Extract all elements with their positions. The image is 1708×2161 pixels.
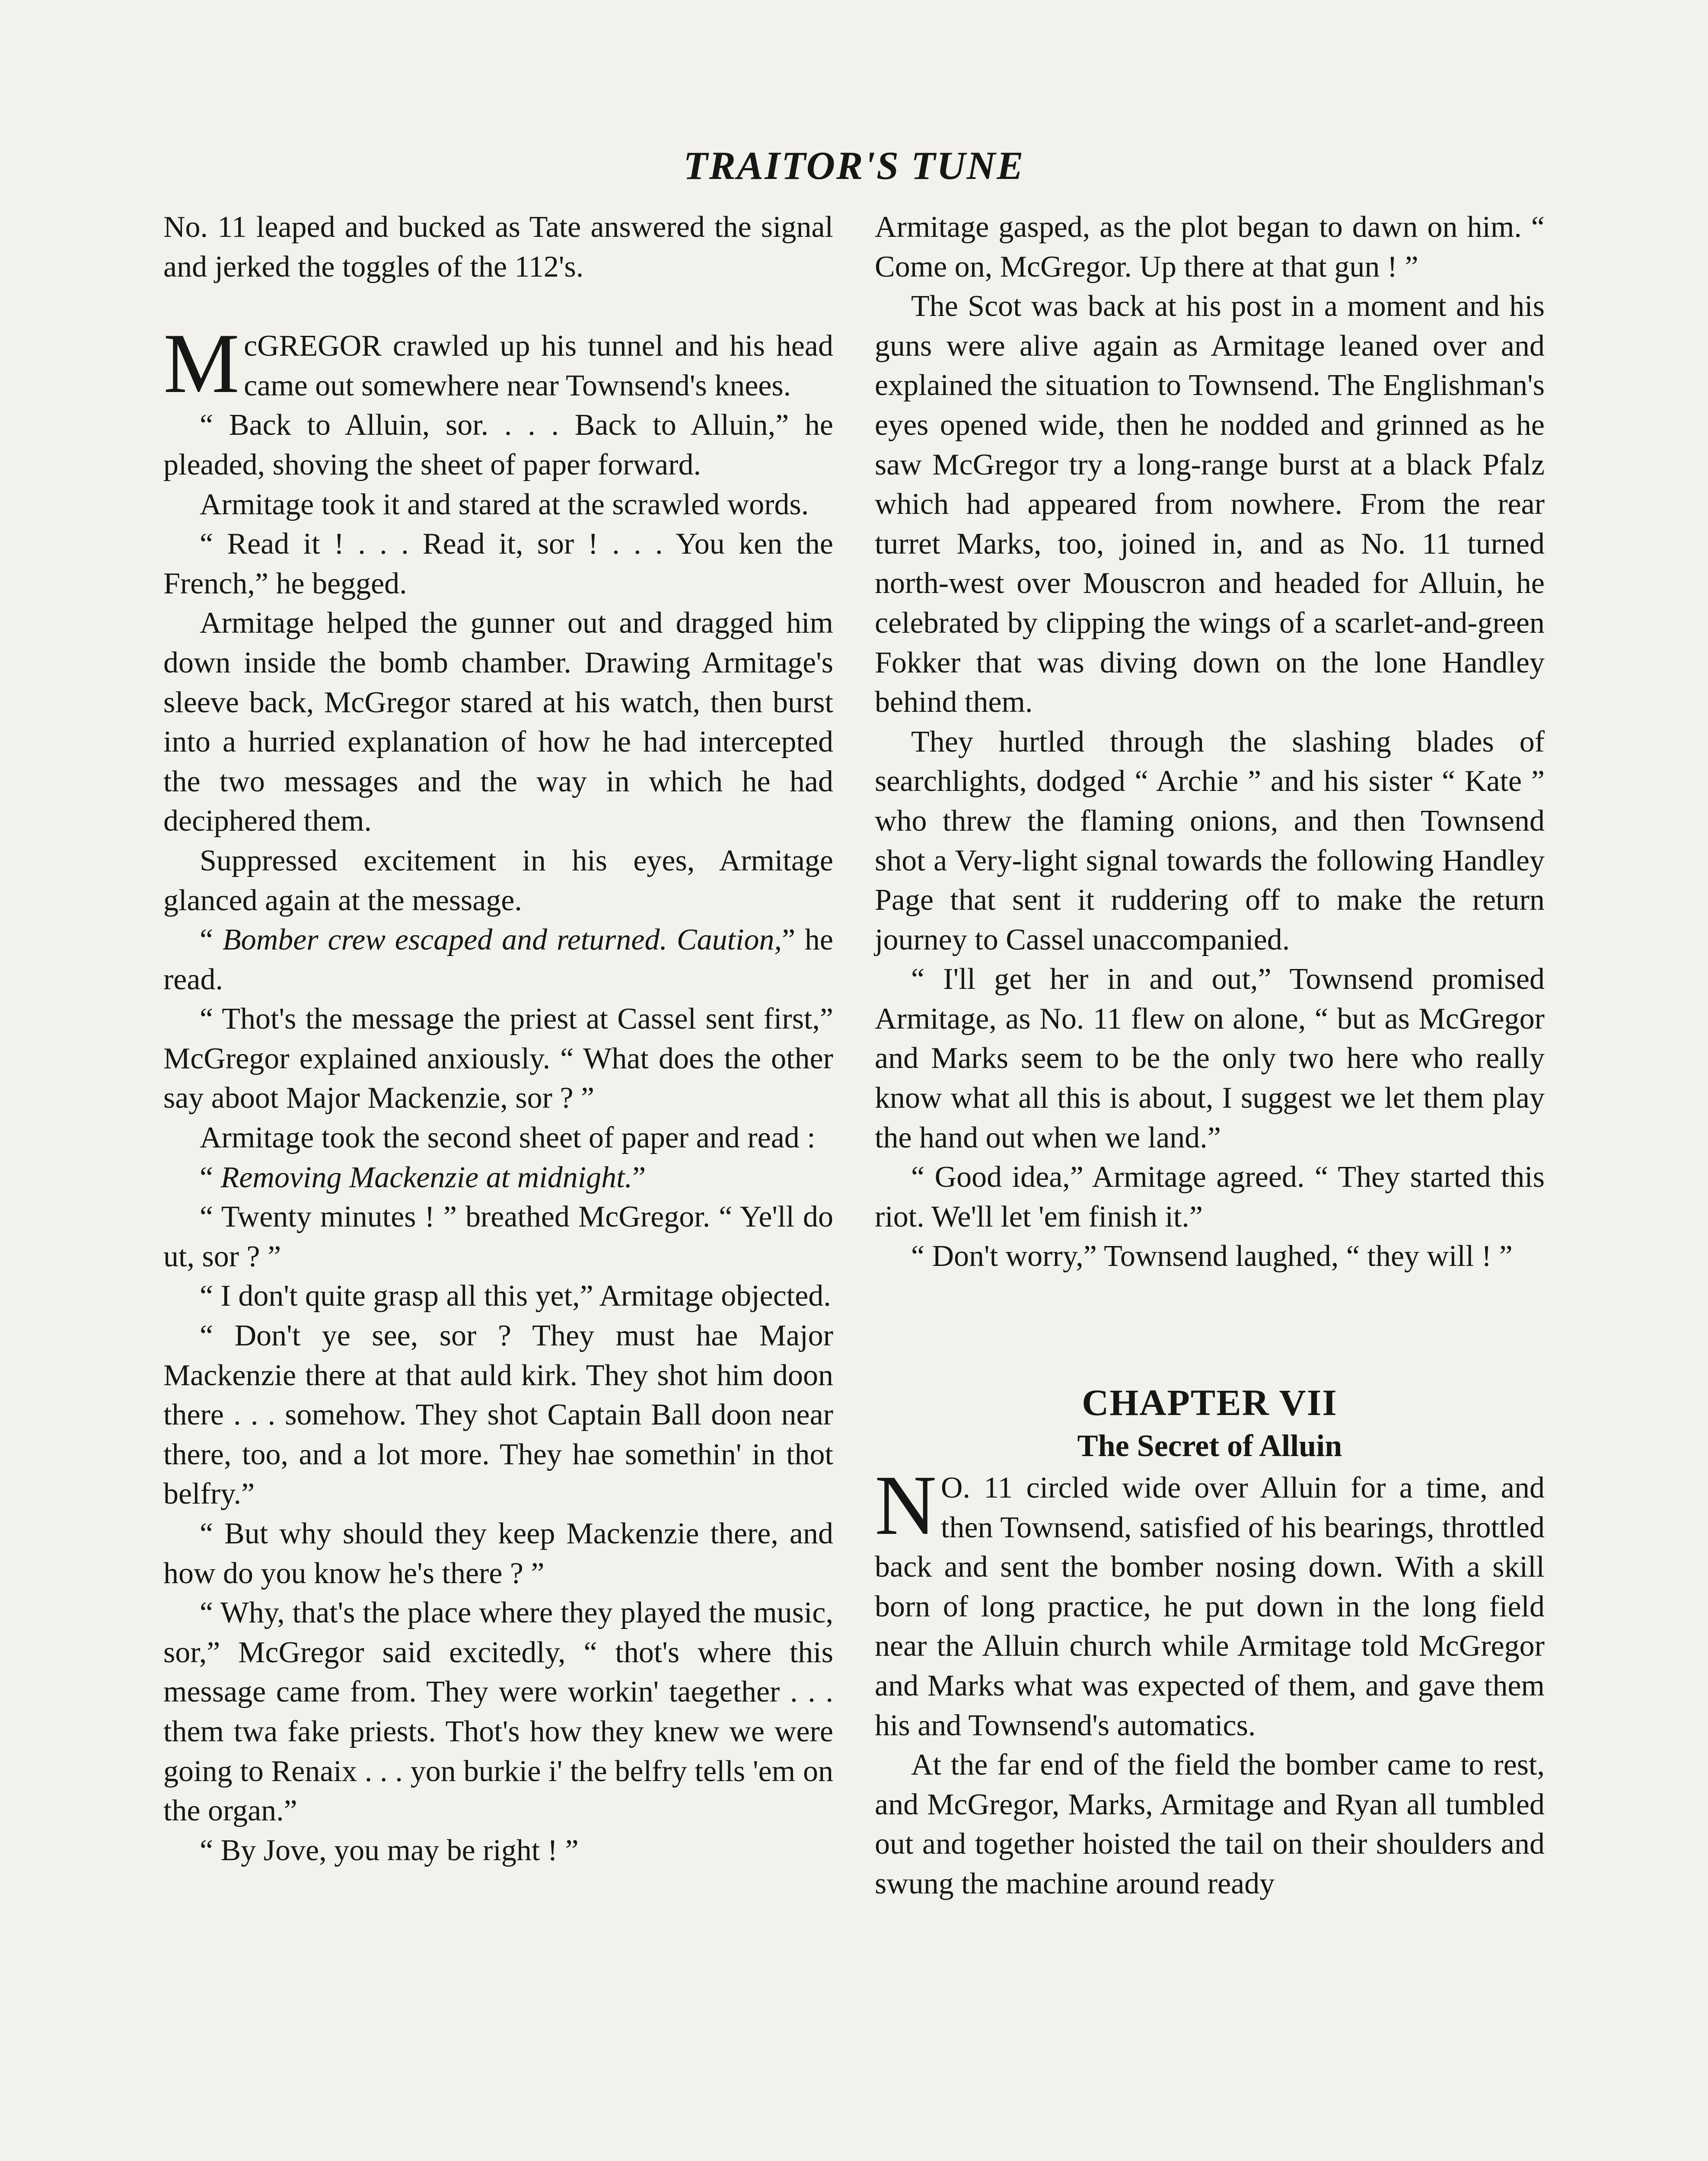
paragraph: “ Back to Alluin, sor. . . . Back to Alluin,” he pleaded, shoving the sheet of paper forward.	[163, 408, 833, 481]
paragraph: They hurtled through the slashing blades of searchlights, dodged “ Archie ” and his sister “ Kate ” who threw the flaming onions, and then Townsend shot a Very-light signal towards the following Handley Page that sent it ruddering off to make the return journey to Cassel unaccompanied.	[875, 725, 1545, 956]
paragraph: Armitage gasped, as the plot began to dawn on him. “ Come on, McGregor. Up there at that gun ! ”	[875, 210, 1545, 284]
left-column	[163, 207, 833, 1870]
paragraph: “ Removing Mackenzie at midnight.”	[200, 1160, 646, 1194]
caps-lead: cGREGOR	[244, 329, 382, 363]
paragraph: “ Good idea,” Armitage agreed. “ They started this riot. We'll let 'em finish it.”	[875, 1160, 1545, 1233]
paragraph: “ I'll get her in and out,” Townsend promised Armitage, as No. 11 flew on alone, “ but as McGregor and Marks seem to be the only two here who really know what all this is about, I suggest we let them play the hand out when we land.”	[875, 963, 1545, 1154]
paragraph: “ Read it ! . . . Read it, sor ! . . . You ken the French,” he begged.	[163, 527, 833, 600]
right-column	[875, 207, 1545, 1904]
message-quote: Removing Mackenzie at midnight.	[220, 1160, 633, 1194]
paragraph: “ Don't worry,” Townsend laughed, “ they will ! ”	[911, 1240, 1513, 1273]
drop-cap: N	[875, 1458, 937, 1553]
paragraph: Suppressed excitement in his eyes, Armitage glanced again at the message.	[163, 844, 833, 917]
paragraph-text: crawled up his tunnel and his head came out somewhere near Townsend's knees.	[244, 329, 833, 402]
paragraph: “ By Jove, you may be right ! ”	[200, 1833, 579, 1867]
paragraph: No. 11 leaped and bucked as Tate answered the signal and jerked the toggles of the 112's.	[163, 210, 833, 284]
paragraph: “ But why should they keep Mackenzie there, and how do you know he's there ? ”	[163, 1517, 833, 1590]
paragraph	[163, 316, 833, 411]
paragraph: “ Thot's the message the priest at Cassel sent first,” McGregor explained anxiously. “ What does the other say aboot Major Mackenzie, sor ? ”	[163, 1002, 833, 1115]
paragraph	[875, 1458, 1545, 1745]
chapter-title: CHAPTER VII	[1082, 1382, 1338, 1424]
paragraph: “ I don't quite grasp all this yet,” Armitage objected.	[200, 1279, 831, 1313]
page-title: TRAITOR'S TUNE	[683, 143, 1025, 188]
message-quote: Bomber crew escaped and returned. Caution,	[222, 923, 782, 957]
paragraph: “ Twenty minutes ! ” breathed McGregor. “ Ye'll do ut, sor ? ”	[163, 1200, 833, 1273]
paragraph: “ Why, that's the place where they played the music, sor,” McGregor said excitedly, “ thot's where this message came from. They were workin' taegether . . . them twa fake priests. Thot's how they knew we were going to Renaix . . . yon burkie i' the belfry tells 'em on the organ.”	[163, 1596, 833, 1828]
paragraph: At the far end of the field the bomber came to rest, and McGregor, Marks, Armitage and Ryan all tumbled out and together hoisted the tail on their shoulders and swung the machine around ready	[875, 1748, 1545, 1900]
paragraph-text: O. 11 circled wide over Alluin for a time, and then Townsend, satisfied of his bearings, throttled back and sent the bomber nosing down. With a skill born of long practice, he put down in the long field near the Alluin church while Armitage told McGregor and Marks what was expected of them, and gave them his and Townsend's automatics.	[875, 1471, 1545, 1742]
drop-cap: M	[163, 316, 240, 411]
chapter-subtitle: The Secret of Alluin	[1077, 1428, 1342, 1463]
paragraph: Armitage took the second sheet of paper and read :	[200, 1121, 816, 1155]
paragraph: Armitage took it and stared at the scrawled words.	[200, 488, 809, 521]
paragraph: The Scot was back at his post in a moment and his guns were alive again as Armitage leaned over and explained the situation to Townsend. The Englishman's eyes opened wide, then he nodded and grinned as he saw McGregor try a long-range burst at a black Pfalz which had appeared from nowhere. From the rear turret Marks, too, joined in, and as No. 11 turned north-west over Mouscron and headed for Alluin, he celebrated by clipping the wings of a scarlet-and-green Fokker that was diving down on the lone Handley behind them.	[875, 290, 1545, 719]
paragraph: “ Bomber crew escaped and returned. Caution,” he read.	[163, 923, 833, 996]
paragraph: Armitage helped the gunner out and dragged him down inside the bomb chamber. Drawing Armitage's sleeve back, McGregor stared at his watch, then burst into a hurried explanation of how he had intercepted the two messages and the way in which he had deciphered them.	[163, 606, 833, 838]
paragraph-text: ” he read.	[163, 923, 833, 996]
paragraph: “ Don't ye see, sor ? They must hae Major Mackenzie there at that auld kirk. They shot him doon there . . . somehow. They shot Captain Ball doon near there, too, and a lot more. They hae somethin' in thot belfry.”	[163, 1319, 833, 1511]
chapter-heading	[875, 1380, 1545, 1466]
